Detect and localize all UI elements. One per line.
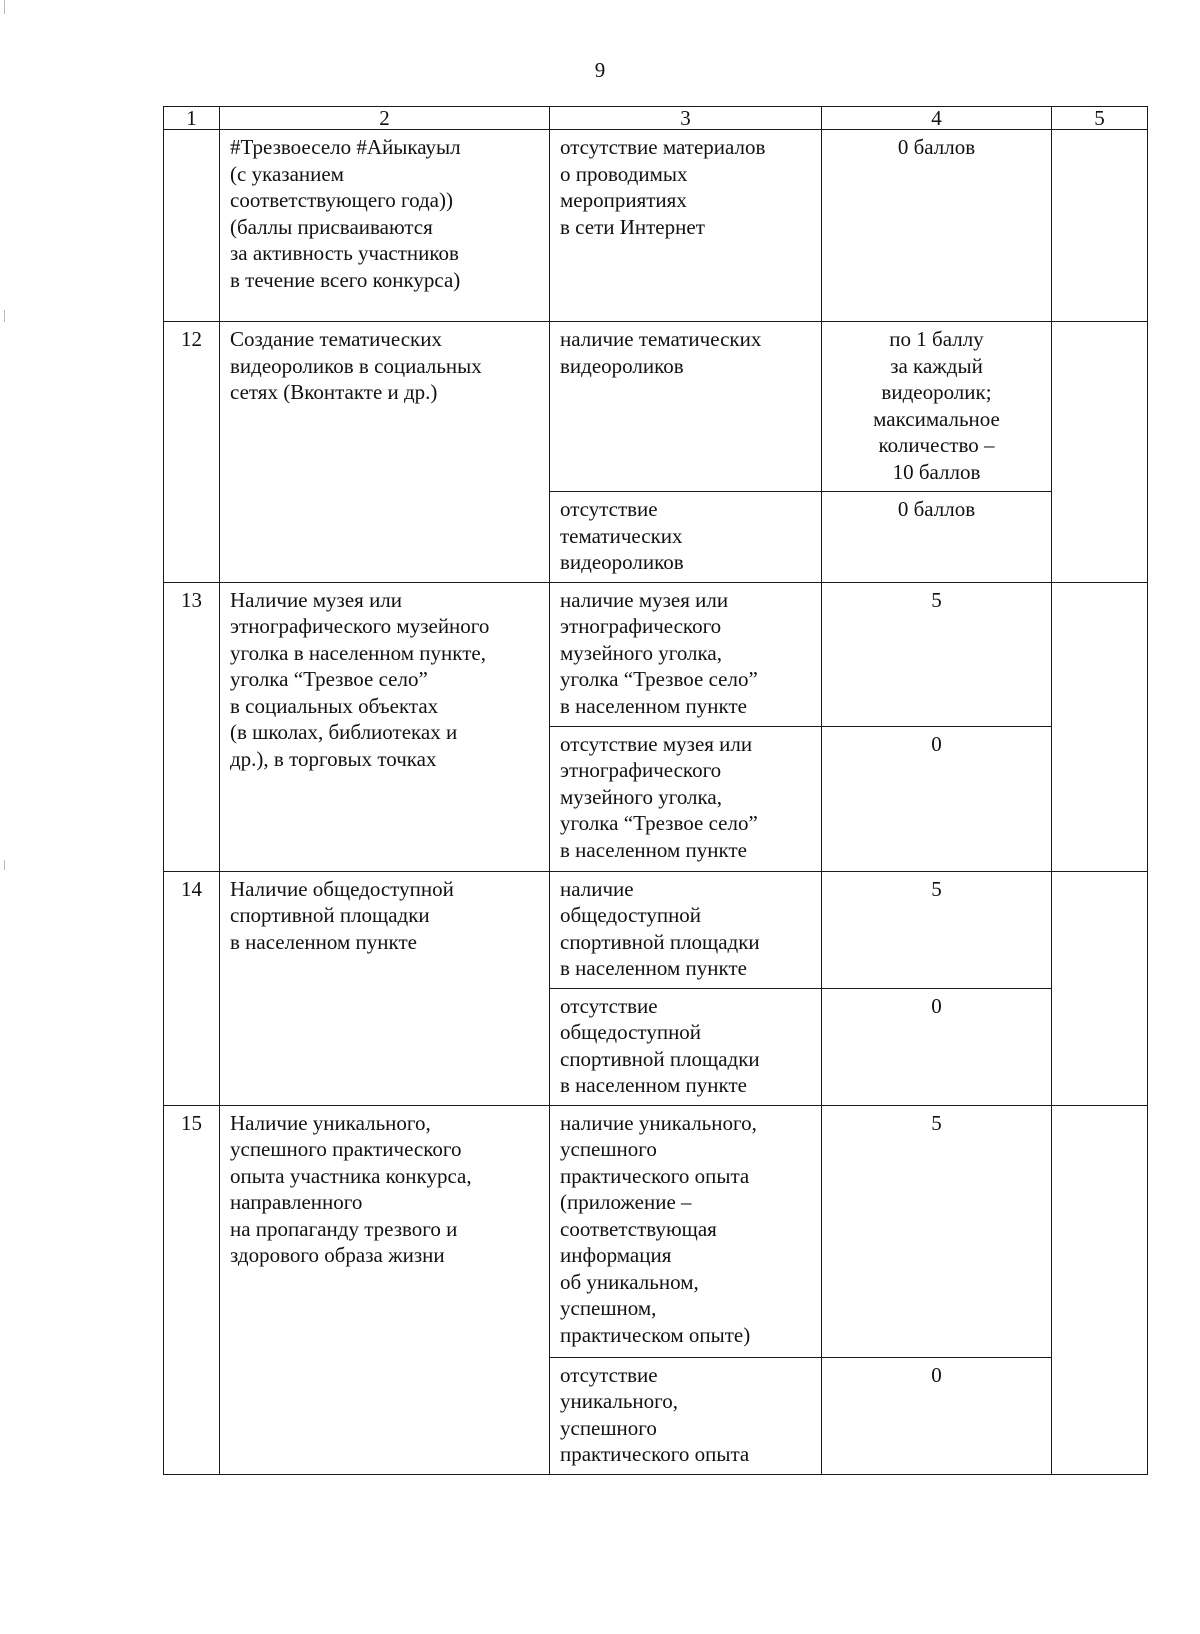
score-cell <box>1052 1105 1148 1474</box>
criterion-cell: Наличие общедоступной спортивной площадки в населенном пункте <box>220 871 550 1105</box>
table-row <box>164 871 1148 988</box>
option-cell: отсутствие тематических видеороликов <box>550 492 822 583</box>
criterion-cell: #Трезвоесело #Айыкауыл (с указанием соответствующего года)) (баллы присваиваются за активность участников в течение всего конкурса) <box>220 130 550 322</box>
option-cell: наличие уникального, успешного практического опыта (приложение – соответствующая информация об уникальном, успешном, практическом опыте) <box>550 1105 822 1357</box>
criterion-cell: Создание тематических видеороликов в социальных сетях (Вконтакте и др.) <box>220 322 550 583</box>
points-cell: 0 <box>822 988 1052 1105</box>
row-number: 12 <box>164 322 220 583</box>
score-cell <box>1052 582 1148 871</box>
option-cell: наличие общедоступной спортивной площадки в населенном пункте <box>550 871 822 988</box>
option-cell: отсутствие уникального, успешного практического опыта <box>550 1357 822 1474</box>
score-cell <box>1052 130 1148 322</box>
header-cell-1: 1 <box>164 107 220 130</box>
points-cell: 5 <box>822 871 1052 988</box>
table-row <box>164 582 1148 726</box>
score-cell <box>1052 871 1148 1105</box>
scan-mark <box>4 0 5 14</box>
page-number: 9 <box>594 58 606 82</box>
score-cell <box>1052 322 1148 583</box>
table-row <box>164 322 1148 492</box>
option-cell: отсутствие общедоступной спортивной площадки в населенном пункте <box>550 988 822 1105</box>
option-cell: наличие музея или этнографического музейного уголка, уголка “Трезвое село” в населенном пункте <box>550 582 822 726</box>
header-cell-5: 5 <box>1052 107 1148 130</box>
table-row <box>164 130 1148 322</box>
row-number: 15 <box>164 1105 220 1474</box>
points-cell: 5 <box>822 582 1052 726</box>
points-cell: по 1 баллу за каждый видеоролик; максимальное количество – 10 баллов <box>822 322 1052 492</box>
scan-mark <box>4 310 5 322</box>
points-cell: 0 <box>822 726 1052 871</box>
table-row <box>164 1105 1148 1357</box>
header-cell-2: 2 <box>220 107 550 130</box>
points-cell: 5 <box>822 1105 1052 1357</box>
row-number: 14 <box>164 871 220 1105</box>
scan-mark <box>4 860 5 870</box>
row-number: 13 <box>164 582 220 871</box>
points-cell: 0 баллов <box>822 130 1052 322</box>
option-cell: отсутствие материалов о проводимых мероприятиях в сети Интернет <box>550 130 822 322</box>
header-cell-3: 3 <box>550 107 822 130</box>
criterion-cell: Наличие музея или этнографического музейного уголка в населенном пункте, уголка “Трезвое село” в социальных объектах (в школах, библиотеках и др.), в торговых точках <box>220 582 550 871</box>
header-row <box>164 107 1148 130</box>
criterion-cell: Наличие уникального, успешного практического опыта участника конкурса, направленного на пропаганду трезвого и здорового образа жизни <box>220 1105 550 1474</box>
option-cell: отсутствие музея или этнографического музейного уголка, уголка “Трезвое село” в населенном пункте <box>550 726 822 871</box>
criteria-table <box>163 106 1148 1475</box>
option-cell: наличие тематических видеороликов <box>550 322 822 492</box>
points-cell: 0 баллов <box>822 492 1052 583</box>
points-cell: 0 <box>822 1357 1052 1474</box>
row-number <box>164 130 220 322</box>
header-cell-4: 4 <box>822 107 1052 130</box>
